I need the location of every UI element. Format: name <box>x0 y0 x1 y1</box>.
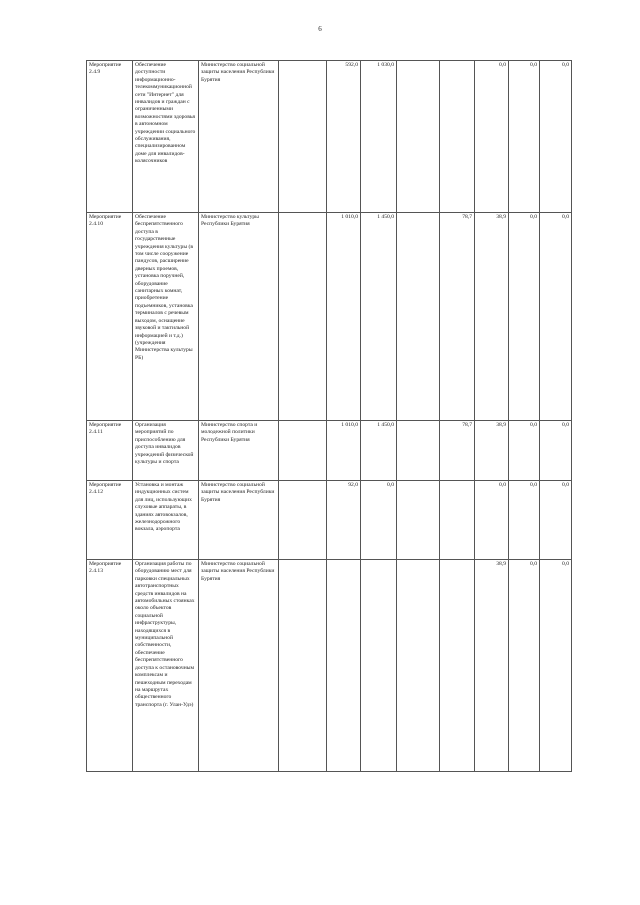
value-cell: 1 450,0 <box>361 421 397 481</box>
value-cell: 0,0 <box>509 481 540 560</box>
value-cell <box>279 421 327 481</box>
value-cell: 0,0 <box>475 61 509 213</box>
value-cell: 38,9 <box>475 213 509 421</box>
value-cell <box>279 481 327 560</box>
measure-name: Обеспечение беспрепятственного доступа в государственные учреждения культуры (в том числе сооружение пандусов, расширение дверных проемов, установка поручней, оборудование санитарных комнат, приобретение подъемников, установка терминалов с речевым выходом, оснащение звуковой и тактильной информацией и т.д.) (учреждения Министерства культуры РБ) <box>133 213 199 421</box>
measure-executor: Министерство социальной защиты населения Республики Бурятия <box>199 481 279 560</box>
table-row <box>87 213 572 421</box>
table-row <box>87 61 572 213</box>
table-row <box>87 481 572 560</box>
value-cell <box>440 560 475 772</box>
measure-code: Мероприятие 2.4.12 <box>87 481 133 560</box>
value-cell: 592,0 <box>327 61 361 213</box>
page-number: 6 <box>318 25 322 33</box>
value-cell <box>397 421 440 481</box>
value-cell <box>327 560 361 772</box>
value-cell: 1 010,0 <box>327 213 361 421</box>
value-cell: 0,0 <box>540 560 572 772</box>
value-cell <box>397 481 440 560</box>
table-row <box>87 421 572 481</box>
measure-name: Установка и монтаж индукционных систем для лиц, использующих слуховые аппараты, в зданиях автовокзалов, железнодорожного вокзала, аэропорта <box>133 481 199 560</box>
value-cell: 1 030,0 <box>361 61 397 213</box>
measure-name: Обеспечение доступности информационно-телекоммуникационной сети "Интернет" для инвалидов и граждан с ограниченными возможностями здоровья в автономном учреждении социального обслуживания, специализированном доме для инвалидов-колясочников <box>133 61 199 213</box>
value-cell: 1 450,0 <box>361 213 397 421</box>
measure-executor: Министерство культуры Республики Бурятия <box>199 213 279 421</box>
measure-code: Мероприятие 2.4.9 <box>87 61 133 213</box>
value-cell: 38,9 <box>475 421 509 481</box>
measure-executor: Министерство социальной защиты населения Республики Бурятия <box>199 560 279 772</box>
value-cell: 0,0 <box>540 421 572 481</box>
measures-table <box>86 60 572 772</box>
value-cell: 0,0 <box>509 421 540 481</box>
value-cell: 0,0 <box>509 61 540 213</box>
measure-name: Организация мероприятий по приспособлению для доступа инвалидов учреждений физической культуры и спорта <box>133 421 199 481</box>
measure-executor: Министерство спорта и молодежной политики Республики Бурятия <box>199 421 279 481</box>
value-cell: 0,0 <box>475 481 509 560</box>
value-cell <box>397 560 440 772</box>
measure-code: Мероприятие 2.4.10 <box>87 213 133 421</box>
value-cell <box>440 481 475 560</box>
measure-executor: Министерство социальной защиты населения Республики Бурятия <box>199 61 279 213</box>
value-cell: 0,0 <box>509 213 540 421</box>
measure-code: Мероприятие 2.4.11 <box>87 421 133 481</box>
value-cell <box>361 560 397 772</box>
value-cell: 0,0 <box>361 481 397 560</box>
value-cell <box>440 61 475 213</box>
measure-name: Организация работы по оборудованию мест для парковки специальных автотранспортных средств инвалидов на автомобильных стоянках около объектов социальной инфраструктуры, находящихся в муниципальной собственности, обеспечение беспрепятственного доступа к остановочным комплексам и пешеходным переходам на маршрутах общественного транспорта (г. Улан-Удэ) <box>133 560 199 772</box>
value-cell: 0,0 <box>540 213 572 421</box>
value-cell: 78,7 <box>440 213 475 421</box>
value-cell: 78,7 <box>440 421 475 481</box>
value-cell <box>279 61 327 213</box>
value-cell <box>397 213 440 421</box>
value-cell: 92,0 <box>327 481 361 560</box>
value-cell <box>397 61 440 213</box>
value-cell <box>279 560 327 772</box>
table-row <box>87 560 572 772</box>
value-cell: 0,0 <box>540 61 572 213</box>
value-cell: 38,9 <box>475 560 509 772</box>
value-cell <box>279 213 327 421</box>
value-cell: 1 010,0 <box>327 421 361 481</box>
value-cell: 0,0 <box>540 481 572 560</box>
value-cell: 0,0 <box>509 560 540 772</box>
measure-code: Мероприятие 2.4.13 <box>87 560 133 772</box>
